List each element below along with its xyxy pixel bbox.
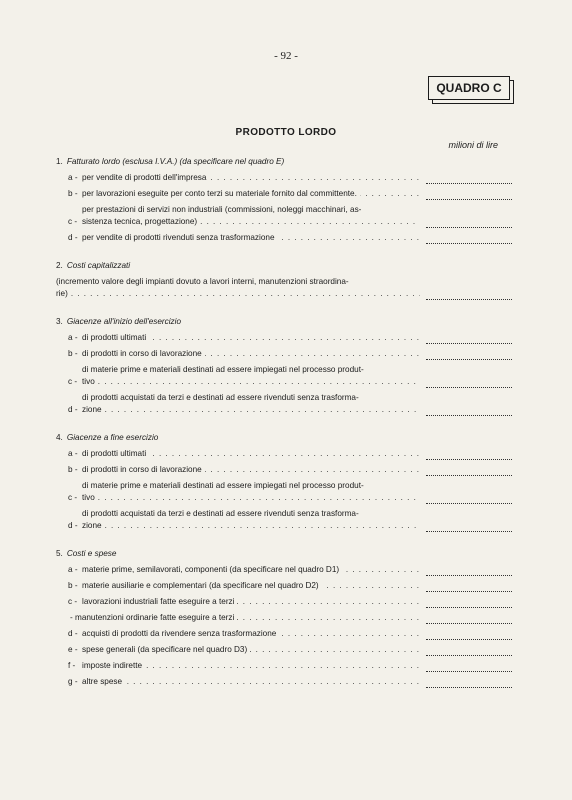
amount-field[interactable] [426,289,512,300]
item-description [82,464,420,476]
form-line-item [56,644,512,656]
item-letter: b - [68,349,78,358]
item-letter: a - [68,173,78,182]
form-section [56,548,512,688]
form-line-item [56,676,512,688]
page-number: - 92 - [274,50,298,62]
amount-field[interactable] [426,661,512,672]
item-text: spese generali (da specificare nel quadro D3) [82,645,250,654]
form-body [56,156,512,704]
form-line-item [56,660,512,672]
item-letter: a - [68,565,78,574]
amount-field[interactable] [426,217,512,228]
amount-field[interactable] [426,189,512,200]
form-line-item [56,564,512,576]
item-description [82,332,420,344]
item-text: di prodotti acquistati da terzi e destinati ad essere rivenduti senza trasforma- [82,509,362,518]
section-label: Giacenze a fine esercizio [66,433,159,442]
item-letter: d - [68,405,78,414]
item-text: di materie prime e materiali destinati ad essere impiegati nel processo produt- [82,481,367,490]
form-section [56,260,512,300]
item-letter: a - [68,449,78,458]
amount-field[interactable] [426,233,512,244]
item-description [82,628,420,640]
item-text: di prodotti in corso di lavorazione [82,465,205,474]
page-title: PRODOTTO LORDO [235,127,337,138]
form-section [56,316,512,416]
amount-field[interactable] [426,613,512,624]
item-text-continued: sistenza tecnica, progettazione) . . . [82,216,420,228]
item-description [82,392,420,416]
amount-field[interactable] [426,645,512,656]
section-title [56,316,512,328]
section-number: 5. [56,549,63,558]
item-letter: g - [68,677,78,686]
item-text-continued: zione . . . [82,520,420,532]
item-description [82,348,420,360]
amount-field[interactable] [426,349,512,360]
item-letter: b - [68,189,78,198]
item-letter: f - [68,661,76,670]
section-label: Costi capitalizzati [66,261,131,270]
form-section-box: QUADRO C [428,76,510,100]
item-description [82,448,420,460]
item-description [82,364,420,388]
form-section [56,156,512,244]
item-text-continued: tivo . . . [82,376,420,388]
amount-field[interactable] [426,173,512,184]
item-text: altre spese [82,677,125,686]
item-description [82,580,420,592]
amount-field[interactable] [426,449,512,460]
form-line-item [56,332,512,344]
item-letter: b - [68,581,78,590]
item-description [82,596,420,608]
item-text: materie ausiliarie e complementari (da specificare nel quadro D2) [82,581,322,590]
form-line-item [56,628,512,640]
item-text: per vendite di prodotti dell'impresa [82,173,209,182]
item-description [82,232,420,244]
form-line-item [56,188,512,200]
item-description [70,612,420,624]
item-text-continued: zione . . . [82,404,420,416]
section-title [56,548,512,560]
amount-field[interactable] [426,677,512,688]
form-line-item [56,364,512,388]
item-description [82,564,420,576]
item-text: materie prime, semilavorati, componenti (da specificare nel quadro D1) [82,565,342,574]
item-letter: d - [68,629,78,638]
form-line-item [56,448,512,460]
item-text-continued: tivo . . . [82,492,420,504]
form-line-item [56,276,512,300]
item-description [82,172,420,184]
item-description [82,660,420,672]
item-text-continued: rie) . . . [56,288,420,300]
item-description [56,276,420,300]
item-text: di prodotti ultimati [82,449,149,458]
form-line-item [56,232,512,244]
item-description [82,204,420,228]
section-number: 3. [56,317,63,326]
amount-field[interactable] [426,377,512,388]
form-line-item [56,172,512,184]
section-number: 2. [56,261,63,270]
item-letter: e - [68,645,78,654]
item-description [82,676,420,688]
form-line-item [56,204,512,228]
form-line-item [56,508,512,532]
item-text: lavorazioni industriali fatte eseguire a terzi [82,597,237,606]
item-text: acquisti di prodotti da rivendere senza trasformazione [82,629,279,638]
amount-field[interactable] [426,405,512,416]
item-letter: c - [68,377,78,386]
form-line-item [56,612,512,624]
section-label: Fatturato lordo (esclusa I.V.A.) (da specificare nel quadro E) [66,157,285,166]
form-line-item [56,596,512,608]
item-letter: a - [68,333,78,342]
amount-field[interactable] [426,521,512,532]
item-description [82,508,420,532]
form-line-item [56,580,512,592]
unit-label: milioni di lire [448,140,498,150]
item-letter: d - [68,521,78,530]
form-line-item [56,348,512,360]
item-letter: d - [68,233,78,242]
item-letter: c - [68,217,78,226]
item-text: (incremento valore degli impianti dovuto a lavori interni, manutenzioni straordina- [56,277,352,286]
form-line-item [56,480,512,504]
form-line-item [56,464,512,476]
amount-field[interactable] [426,493,512,504]
item-text: di prodotti in corso di lavorazione [82,349,205,358]
item-description [82,644,420,656]
item-text: per prestazioni di servizi non industriali (commissioni, noleggi macchinari, as- [82,205,364,214]
section-title [56,156,512,168]
item-text: imposte indirette [82,661,145,670]
amount-field[interactable] [426,565,512,576]
item-description [82,480,420,504]
item-text: di materie prime e materiali destinati ad essere impiegati nel processo produt- [82,365,367,374]
amount-field[interactable] [426,581,512,592]
item-letter: b - [68,465,78,474]
section-number: 4. [56,433,63,442]
item-letter: c - [68,597,78,606]
item-letter: c - [68,493,78,502]
amount-field[interactable] [426,465,512,476]
section-label: Giacenze all'inizio dell'esercizio [66,317,182,326]
section-number: 1. [56,157,63,166]
section-label: Costi e spese [66,549,117,558]
item-text: per vendite di prodotti rivenduti senza trasformazione [82,233,278,242]
form-line-item [56,392,512,416]
amount-field[interactable] [426,629,512,640]
section-title [56,260,512,272]
form-section [56,432,512,532]
item-text: di prodotti acquistati da terzi e destinati ad essere rivenduti senza trasforma- [82,393,362,402]
item-text: di prodotti ultimati [82,333,149,342]
item-description [82,188,420,200]
item-text: per lavorazioni eseguite per conto terzi su materiale fornito dal committente. [82,189,360,198]
item-text: - manutenzioni ordinarie fatte eseguire a terzi [70,613,237,622]
section-title [56,432,512,444]
amount-field[interactable] [426,333,512,344]
amount-field[interactable] [426,597,512,608]
